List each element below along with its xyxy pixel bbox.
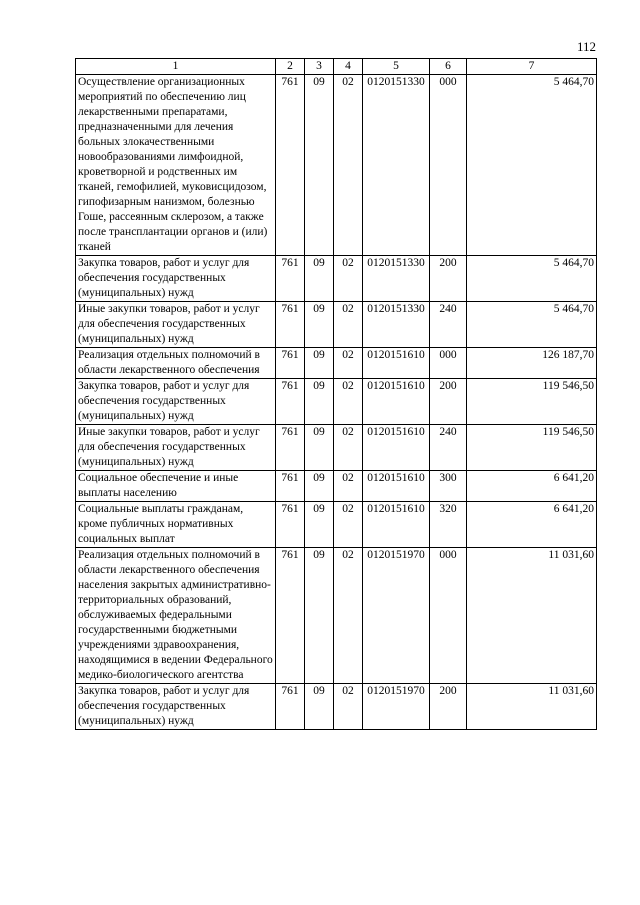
row-amount: 5 464,70 bbox=[467, 256, 597, 302]
row-target-article-code: 0120151970 bbox=[363, 684, 430, 730]
table-row bbox=[76, 684, 597, 730]
col-header-5: 5 bbox=[363, 59, 430, 75]
row-section-code: 09 bbox=[305, 379, 334, 425]
row-expense-type-code: 200 bbox=[430, 379, 467, 425]
table-row bbox=[76, 379, 597, 425]
row-target-article-code: 0120151330 bbox=[363, 75, 430, 256]
row-amount: 5 464,70 bbox=[467, 75, 597, 256]
row-expense-type-code: 200 bbox=[430, 256, 467, 302]
row-subsection-code: 02 bbox=[334, 684, 363, 730]
row-amount: 11 031,60 bbox=[467, 684, 597, 730]
col-header-2: 2 bbox=[276, 59, 305, 75]
row-description: Реализация отдельных полномочий в области лекарственного обеспечения bbox=[76, 348, 276, 379]
row-target-article-code: 0120151610 bbox=[363, 502, 430, 548]
row-expense-type-code: 000 bbox=[430, 348, 467, 379]
row-target-article-code: 0120151610 bbox=[363, 471, 430, 502]
row-amount: 6 641,20 bbox=[467, 471, 597, 502]
col-header-6: 6 bbox=[430, 59, 467, 75]
row-target-article-code: 0120151610 bbox=[363, 348, 430, 379]
table-row bbox=[76, 302, 597, 348]
row-subsection-code: 02 bbox=[334, 471, 363, 502]
row-description: Закупка товаров, работ и услуг для обеспечения государственных (муниципальных) нужд bbox=[76, 684, 276, 730]
row-subsection-code: 02 bbox=[334, 425, 363, 471]
row-department-code: 761 bbox=[276, 684, 305, 730]
row-subsection-code: 02 bbox=[334, 256, 363, 302]
table-row bbox=[76, 502, 597, 548]
row-description: Закупка товаров, работ и услуг для обеспечения государственных (муниципальных) нужд bbox=[76, 256, 276, 302]
row-subsection-code: 02 bbox=[334, 548, 363, 684]
row-subsection-code: 02 bbox=[334, 379, 363, 425]
row-department-code: 761 bbox=[276, 548, 305, 684]
row-department-code: 761 bbox=[276, 471, 305, 502]
row-department-code: 761 bbox=[276, 75, 305, 256]
table-row bbox=[76, 75, 597, 256]
row-section-code: 09 bbox=[305, 684, 334, 730]
row-target-article-code: 0120151610 bbox=[363, 379, 430, 425]
row-description: Осуществление организационных мероприятий по обеспечению лиц лекарственными препаратами, предназначенными для лечения больных злокачественными новообразованиями лимфоидной, кроветворной и родственных им тканей, гемофилией, муковисцидозом, гипофизарным нанизмом, болезнью Гоше, рассеянным склерозом, а также после трансплантации органов и (или) тканей bbox=[76, 75, 276, 256]
row-description: Иные закупки товаров, работ и услуг для обеспечения государственных (муниципальных) нужд bbox=[76, 425, 276, 471]
table-row bbox=[76, 256, 597, 302]
row-department-code: 761 bbox=[276, 256, 305, 302]
row-expense-type-code: 320 bbox=[430, 502, 467, 548]
row-expense-type-code: 200 bbox=[430, 684, 467, 730]
header-row bbox=[76, 59, 597, 75]
row-subsection-code: 02 bbox=[334, 302, 363, 348]
row-department-code: 761 bbox=[276, 502, 305, 548]
row-amount: 6 641,20 bbox=[467, 502, 597, 548]
row-description: Реализация отдельных полномочий в области лекарственного обеспечения населения закрытых административно-территориальных образований, обслуживаемых федеральными государственными бюджетными учреждениями здравоохранения, находящимися в ведении Федерального медико-биологического агентства bbox=[76, 548, 276, 684]
row-expense-type-code: 240 bbox=[430, 302, 467, 348]
row-amount: 119 546,50 bbox=[467, 425, 597, 471]
budget-table bbox=[75, 58, 597, 730]
row-expense-type-code: 000 bbox=[430, 548, 467, 684]
row-description: Иные закупки товаров, работ и услуг для обеспечения государственных (муниципальных) нужд bbox=[76, 302, 276, 348]
row-description: Закупка товаров, работ и услуг для обеспечения государственных (муниципальных) нужд bbox=[76, 379, 276, 425]
row-target-article-code: 0120151970 bbox=[363, 548, 430, 684]
row-amount: 11 031,60 bbox=[467, 548, 597, 684]
row-section-code: 09 bbox=[305, 548, 334, 684]
table-row bbox=[76, 425, 597, 471]
row-subsection-code: 02 bbox=[334, 502, 363, 548]
row-section-code: 09 bbox=[305, 502, 334, 548]
row-description: Социальные выплаты гражданам, кроме публичных нормативных социальных выплат bbox=[76, 502, 276, 548]
row-department-code: 761 bbox=[276, 348, 305, 379]
page-number: 112 bbox=[576, 39, 596, 54]
col-header-7: 7 bbox=[467, 59, 597, 75]
col-header-1: 1 bbox=[76, 59, 276, 75]
row-department-code: 761 bbox=[276, 379, 305, 425]
row-section-code: 09 bbox=[305, 256, 334, 302]
row-target-article-code: 0120151610 bbox=[363, 425, 430, 471]
col-header-3: 3 bbox=[305, 59, 334, 75]
row-section-code: 09 bbox=[305, 425, 334, 471]
row-department-code: 761 bbox=[276, 302, 305, 348]
row-expense-type-code: 300 bbox=[430, 471, 467, 502]
table-row bbox=[76, 348, 597, 379]
row-department-code: 761 bbox=[276, 425, 305, 471]
row-target-article-code: 0120151330 bbox=[363, 256, 430, 302]
row-subsection-code: 02 bbox=[334, 348, 363, 379]
row-section-code: 09 bbox=[305, 471, 334, 502]
row-section-code: 09 bbox=[305, 348, 334, 379]
table-row bbox=[76, 471, 597, 502]
row-section-code: 09 bbox=[305, 75, 334, 256]
row-amount: 126 187,70 bbox=[467, 348, 597, 379]
row-subsection-code: 02 bbox=[334, 75, 363, 256]
row-expense-type-code: 000 bbox=[430, 75, 467, 256]
row-amount: 119 546,50 bbox=[467, 379, 597, 425]
row-expense-type-code: 240 bbox=[430, 425, 467, 471]
row-amount: 5 464,70 bbox=[467, 302, 597, 348]
row-section-code: 09 bbox=[305, 302, 334, 348]
col-header-4: 4 bbox=[334, 59, 363, 75]
row-description: Социальное обеспечение и иные выплаты населению bbox=[76, 471, 276, 502]
table-row bbox=[76, 548, 597, 684]
row-target-article-code: 0120151330 bbox=[363, 302, 430, 348]
